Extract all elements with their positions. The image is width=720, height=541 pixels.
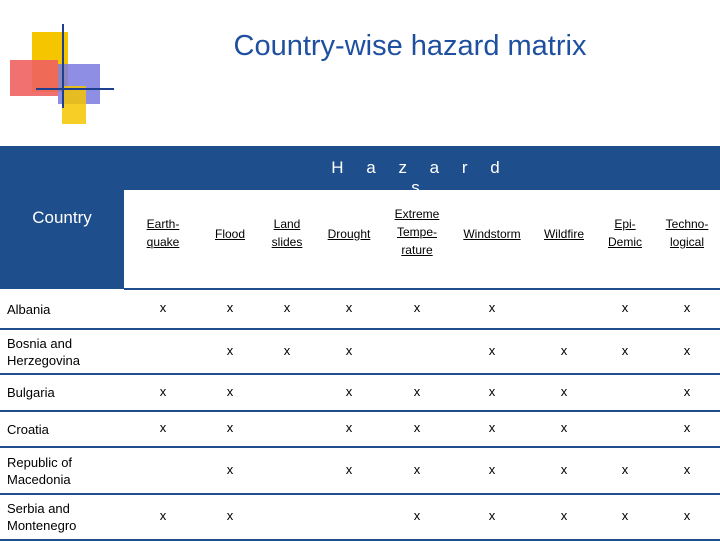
country-name: Bulgaria: [7, 385, 55, 400]
hazard-mark: x: [560, 383, 568, 399]
hazard-header-1: Flood: [214, 227, 246, 241]
hazard-mark: x: [683, 420, 691, 435]
country-name: Republic of Macedonia: [7, 454, 73, 487]
country-name: Albania: [7, 301, 51, 317]
hazard-header-0: Earth- quake: [146, 217, 180, 249]
hazard-mark: x: [621, 342, 629, 358]
hazard-mark: x: [413, 508, 421, 523]
hazard-mark: x: [226, 461, 234, 477]
hazard-mark: x: [226, 383, 234, 399]
hazard-mark: x: [345, 342, 353, 358]
hazard-mark: x: [488, 342, 496, 358]
header-divider: [124, 288, 720, 290]
hazard-header-3: Drought: [327, 227, 371, 241]
hazard-mark: x: [488, 508, 496, 523]
hazard-mark: x: [621, 461, 629, 477]
hazard-mark: x: [488, 383, 496, 399]
hazard-header-4: Extreme Tempe- rature: [394, 207, 440, 257]
decor-red-square: [10, 60, 58, 96]
hazard-header-2: Land slides: [271, 217, 303, 249]
hazard-mark: x: [283, 300, 291, 315]
hazard-mark: x: [345, 383, 353, 399]
hazard-mark: x: [683, 461, 691, 477]
row-divider: [0, 328, 720, 330]
hazard-mark: x: [226, 508, 234, 523]
hazard-mark: x: [226, 420, 234, 435]
row-divider: [0, 446, 720, 448]
hazard-mark: x: [226, 342, 234, 358]
page-title: Country-wise hazard matrix: [233, 30, 587, 62]
hazards-header-label: H a z a r d s: [331, 158, 509, 197]
hazard-mark: x: [560, 342, 568, 358]
country-name: Croatia: [7, 421, 49, 437]
hazard-mark: x: [683, 508, 691, 523]
country-name: Serbia and Montenegro: [7, 501, 77, 533]
hazard-mark: x: [683, 342, 691, 358]
hazard-mark: x: [560, 420, 568, 435]
row-divider: [0, 493, 720, 495]
hazard-mark: x: [413, 383, 421, 399]
hazard-header-5: Windstorm: [463, 227, 521, 241]
decor-horizontal-line: [36, 88, 114, 90]
country-header-label: Country: [32, 208, 92, 227]
hazard-mark: x: [488, 461, 496, 477]
hazard-mark: x: [159, 300, 167, 315]
hazard-mark: x: [560, 461, 568, 477]
hazard-header-6: Wildfire: [543, 227, 584, 241]
hazard-mark: x: [413, 420, 421, 435]
hazard-mark: x: [413, 300, 421, 315]
hazard-header-7: Epi- Demic: [607, 217, 642, 249]
hazard-header-8: Techno- logical: [665, 217, 709, 249]
hazard-mark: x: [283, 342, 291, 358]
row-divider: [0, 410, 720, 412]
hazard-mark: x: [560, 508, 568, 523]
hazard-mark: x: [413, 461, 421, 477]
country-name: Bosnia and Herzegovina: [7, 335, 80, 368]
hazard-mark: x: [159, 420, 167, 435]
decor-yellow-bar: [62, 86, 86, 124]
hazard-mark: x: [159, 383, 167, 399]
hazard-mark: x: [488, 420, 496, 435]
country-header-cell: [0, 190, 124, 289]
hazard-mark: x: [226, 300, 234, 315]
hazard-mark: x: [345, 461, 353, 477]
hazard-mark: x: [159, 508, 167, 523]
decor-vertical-line: [62, 24, 64, 108]
hazard-mark: x: [683, 383, 691, 399]
hazard-mark: x: [345, 300, 353, 315]
hazard-mark: x: [345, 420, 353, 435]
hazard-mark: x: [621, 300, 629, 315]
hazard-mark: x: [621, 508, 629, 523]
hazard-mark: x: [488, 300, 496, 315]
row-divider: [0, 373, 720, 375]
hazard-mark: x: [683, 300, 691, 315]
